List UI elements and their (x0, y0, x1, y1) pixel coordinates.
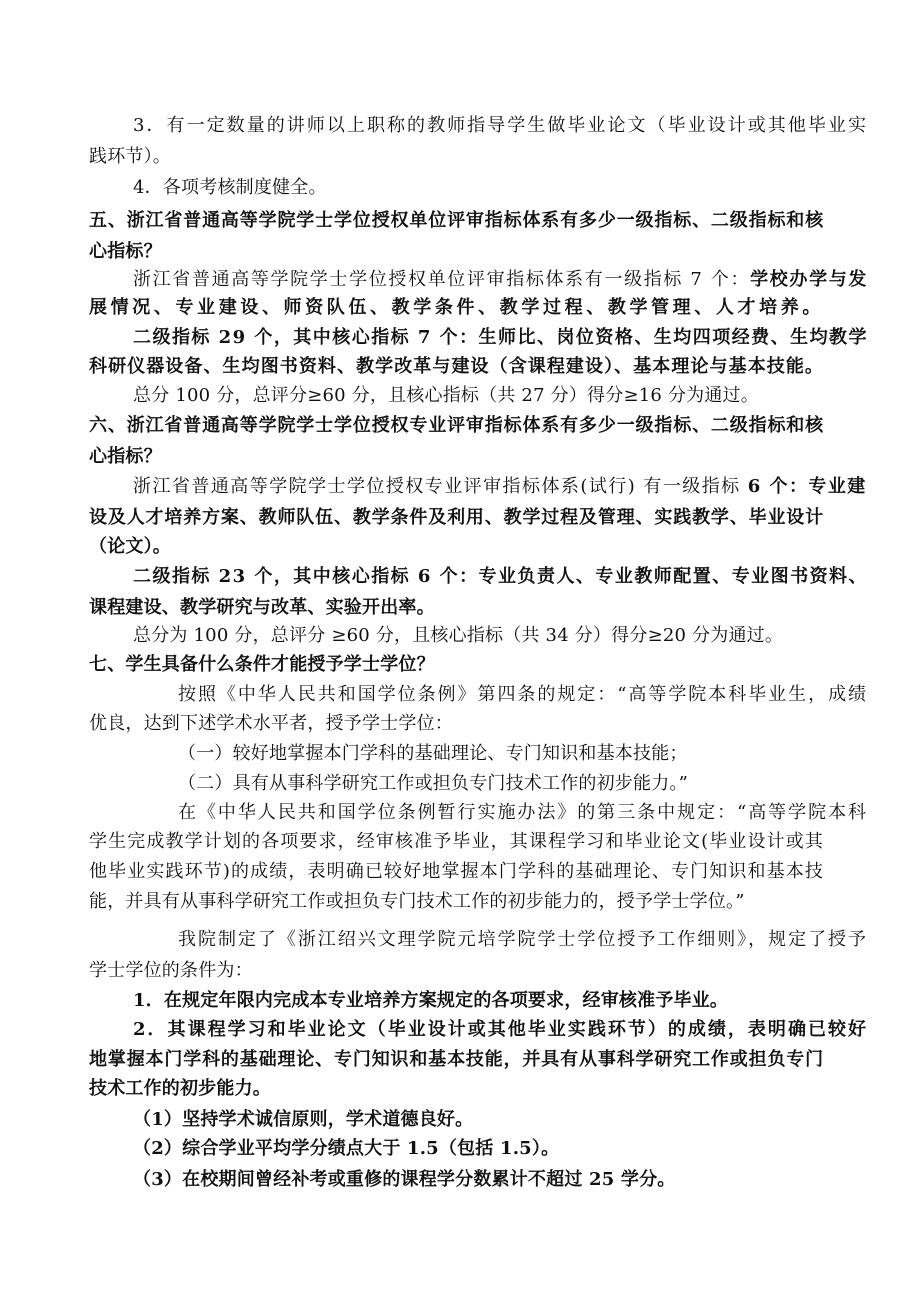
document-line: 他毕业实践环节)的成绩，表明确已较好地掌握本门学科的基础理论、专门知识和基本技 (89, 861, 824, 882)
document-line: 优良，达到下述学术水平者，授予学士学位： (89, 713, 453, 734)
document-line: （论文）。 (89, 536, 171, 557)
document-line: （2）综合学业平均学分绩点大于 1.5（包括 1.5）。 (133, 1138, 560, 1159)
document-line: （二）具有从事科学研究工作或担负专门技术工作的初步能力。” (178, 773, 688, 794)
document-line-segment: 浙江省普通高等学院学士学位授权单位评审指标体系有一级指标 7 个： (133, 269, 751, 290)
document-line: 五、浙江省普通高等学院学士学位授权单位评审指标体系有多少一级指标、二级指标和核 (89, 210, 824, 231)
document-line-segment: 学校办学与发 (750, 269, 869, 290)
document-line: 二级指标 23 个，其中核心指标 6 个：专业负责人、专业教师配置、专业图书资料、 (133, 566, 868, 587)
document-line: （一）较好地掌握本门学科的基础理论、专门知识和基本技能； (178, 743, 688, 764)
document-line-segment: 6 个：专业建 (747, 476, 867, 497)
document-line: 4．各项考核制度健全。 (133, 177, 327, 198)
document-line: （3）在校期间曾经补考或重修的课程学分数累计不超过 25 学分。 (133, 1169, 676, 1190)
document-line: 能，并具有从事科学研究工作或担负专门技术工作的初步能力的，授予学士学位。” (89, 891, 745, 912)
document-line: 七、学生具备什么条件才能授予学士学位？ (89, 654, 435, 675)
document-line: 我院制定了《浙江绍兴文理学院元培学院学士学位授予工作细则》，规定了授予 (178, 929, 868, 950)
document-line: 在《中华人民共和国学位条例暂行实施办法》的第三条中规定：“高等学院本科 (178, 802, 868, 823)
document-line (133, 266, 868, 294)
document-line: 地掌握本门学科的基础理论、专门知识和基本技能，并具有从事科学研究工作或担负专门 (89, 1049, 824, 1070)
document-line: 技术工作的初步能力。 (89, 1078, 271, 1099)
document-line: 学生完成教学计划的各项要求，经审核准予毕业，其课程学习和毕业论文(毕业设计或其 (89, 831, 824, 852)
document-line (133, 473, 867, 501)
document-line: 3．有一定数量的讲师以上职称的教师指导学生做毕业论文（毕业设计或其他毕业实 (133, 115, 868, 136)
document-line: 设及人才培养方案、教师队伍、教学条件及利用、教学过程及管理、实践教学、毕业设计 (89, 507, 824, 528)
document-line: 课程建设、教学研究与改革、实验开出率。 (89, 597, 435, 618)
document-line-segment: 浙江省普通高等学院学士学位授权专业评审指标体系(试行) 有一级指标 (133, 476, 748, 497)
document-line: 心指标？ (89, 446, 162, 467)
document-line: （1）坚持学术诚信原则，学术道德良好。 (133, 1109, 474, 1130)
document-line: 展情况、专业建设、师资队伍、教学条件、教学过程、教学管理、人才培养。 (89, 297, 824, 318)
document-line: 六、浙江省普通高等学院学士学位授权专业评审指标体系有多少一级指标、二级指标和核 (89, 415, 824, 436)
document-line: 心指标？ (89, 241, 162, 262)
document-line: 学士学位的条件为： (89, 960, 253, 981)
document-line: 二级指标 29 个，其中核心指标 7 个：生师比、岗位资格、生均四项经费、生均教学 (133, 327, 868, 348)
document-line: 总分 100 分，总评分≥60 分，且核心指标（共 27 分）得分≥16 分为通过。 (133, 385, 759, 406)
document-line: 总分为 100 分，总评分 ≥60 分，且核心指标（共 34 分）得分≥20 分为通过。 (133, 625, 784, 646)
document-line: 按照《中华人民共和国学位条例》第四条的规定：“高等学院本科毕业生，成绩 (178, 684, 868, 705)
document-line: 科研仪器设备、生均图书资料、教学改革与建设（含课程建设）、基本理论与基本技能。 (89, 356, 824, 377)
document-line: 2．其课程学习和毕业论文（毕业设计或其他毕业实践环节）的成绩，表明确已较好 (133, 1019, 868, 1040)
document-line: 践环节）。 (89, 146, 171, 167)
document-line: 1．在规定年限内完成本专业培养方案规定的各项要求，经审核准予毕业。 (133, 990, 729, 1011)
